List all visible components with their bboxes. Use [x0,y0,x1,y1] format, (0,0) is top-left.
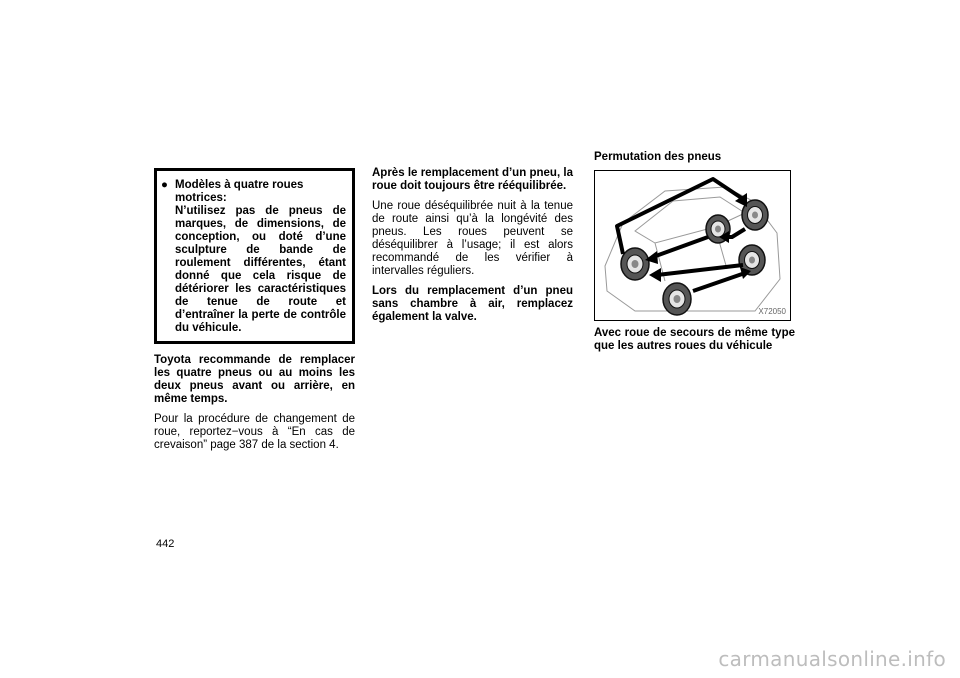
column-left [154,168,355,459]
notice-box [154,168,355,344]
watermark: carmanualsonline.info [718,647,946,671]
tire-rotation-figure [594,170,791,321]
paragraph-replace-recommendation: Toyota recommande de remplacer les quatre pneus ou au moins les deux pneus avant ou arrière, en même temps. [154,354,355,405]
tire-front-left [621,248,649,280]
notice-body: N’utilisez pas de pneus de marques, de dimensions, de conception, ou doté d’une sculpture de bande de roulement différentes, étant donné que cela risque de détériorer les caractéristiques de tenue de route et d’entraîner la perte de contrôle du véhicule. [175,205,346,334]
paragraph-rebalance: Après le remplacement d’un pneu, la roue doit toujours être rééquilibrée. [372,167,573,192]
figure-caption: Avec roue de secours de même type que les autres roues du véhicule [594,327,795,352]
arrow-right-to-left-upper [653,237,708,257]
arrow-rear-right-to-front-left [657,265,743,275]
column-middle [372,167,573,331]
figure-code: X72050 [758,307,786,316]
paragraph-unbalanced-wheel: Une roue déséquilibrée nuit à la tenue de route ainsi qu’à la longévité des pneus. Les roues peuvent se déséquilibrer à l’usage; il est alors recommandé de les vérifier à intervalles réguliers. [372,200,573,277]
tire-rotation-diagram [595,171,790,320]
column-right [594,151,795,360]
bullet-icon: ● [161,179,168,191]
page-number: 442 [156,538,175,550]
paragraph-wheel-change-reference: Pour la procédure de changement de roue, reportez−vous à “En cas de crevaison” page 387 de la section 4. [154,413,355,451]
tire-rear-left [663,283,691,315]
notice-heading: Modèles à quatre roues motrices: [175,179,304,204]
section-title: Permutation des pneus [594,151,722,163]
arrow-rear-left-to-rear-right [693,273,745,291]
paragraph-valve: Lors du remplacement d’un pneu sans chambre à air, remplacez également la valve. [372,285,573,323]
